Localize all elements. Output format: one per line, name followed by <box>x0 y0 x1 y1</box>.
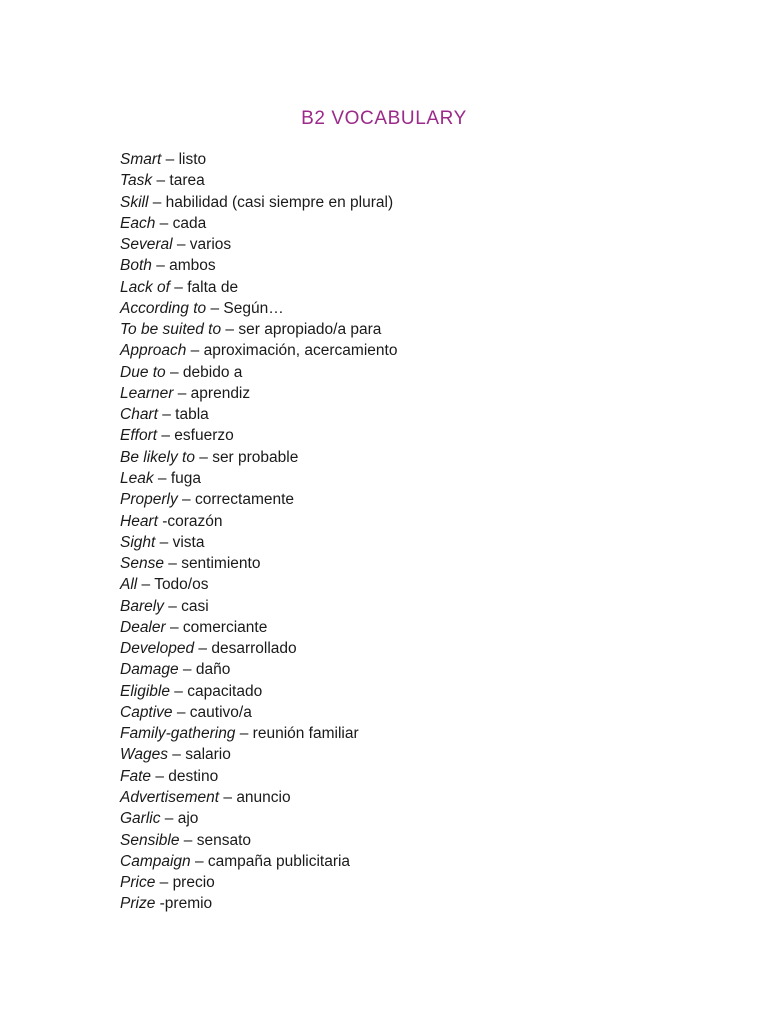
vocab-meaning: campaña publicitaria <box>207 852 351 870</box>
vocab-meaning: habilidad (casi siempre en plural) <box>165 193 394 211</box>
vocab-entry <box>120 425 397 446</box>
vocab-entry <box>120 213 397 234</box>
vocab-meaning: Según… <box>223 299 284 317</box>
vocab-term: Sense <box>120 555 164 573</box>
vocab-meaning: aproximación, acercamiento <box>203 342 398 360</box>
vocab-entry <box>120 319 397 340</box>
vocab-term: Fate <box>120 767 152 785</box>
vocab-entry <box>120 553 397 574</box>
vocab-entry <box>120 340 397 361</box>
vocab-meaning: falta de <box>187 278 239 296</box>
vocab-separator: - <box>155 895 165 913</box>
vocab-term: Sight <box>120 533 156 551</box>
vocab-term: Skill <box>120 193 149 211</box>
vocab-term: Wages <box>120 746 168 764</box>
vocab-entry <box>120 404 397 425</box>
vocab-meaning: desarrollado <box>211 640 297 658</box>
vocab-entry <box>120 596 397 617</box>
vocab-meaning: salario <box>185 746 231 764</box>
vocab-term: Family-gathering <box>120 725 236 743</box>
vocab-meaning: ajo <box>177 810 199 828</box>
vocab-entry <box>120 489 397 510</box>
vocab-separator: – <box>177 491 195 509</box>
vocab-separator: – <box>152 172 170 190</box>
vocab-meaning: correctamente <box>194 491 295 509</box>
vocab-entry <box>120 574 397 595</box>
vocab-term: All <box>120 576 138 594</box>
vocab-separator: – <box>148 193 166 211</box>
vocab-term: Learner <box>120 384 174 402</box>
vocab-entry <box>120 851 397 872</box>
vocab-term: Chart <box>120 406 158 424</box>
vocab-separator: – <box>165 618 183 636</box>
vocab-term: Damage <box>120 661 179 679</box>
vocab-meaning: daño <box>195 661 231 679</box>
vocab-entry <box>120 149 397 170</box>
vocab-meaning: comerciante <box>182 618 268 636</box>
vocab-separator: – <box>161 151 179 168</box>
vocab-entry <box>120 872 397 893</box>
vocabulary-list <box>120 149 397 915</box>
vocab-entry <box>120 766 397 787</box>
vocab-separator: – <box>173 384 191 402</box>
vocab-separator: – <box>137 576 155 594</box>
vocab-meaning: cada <box>172 214 207 232</box>
vocab-meaning: fuga <box>170 469 202 487</box>
vocab-separator: – <box>155 533 173 551</box>
vocab-term: Lack of <box>120 278 170 296</box>
vocab-separator: – <box>167 746 186 764</box>
vocab-separator: – <box>155 874 173 892</box>
vocab-term: Properly <box>120 491 178 509</box>
vocab-term: Garlic <box>120 810 161 828</box>
vocab-entry <box>120 447 397 468</box>
vocab-meaning: aprendiz <box>190 384 251 402</box>
vocab-term: According to <box>120 299 207 317</box>
vocab-separator: – <box>206 299 224 317</box>
vocab-meaning: casi <box>181 597 209 615</box>
vocab-term: Eligible <box>120 682 170 700</box>
vocab-separator: – <box>190 852 208 870</box>
vocab-separator: – <box>163 555 182 573</box>
vocab-entry <box>120 659 397 680</box>
vocab-separator: – <box>151 767 169 785</box>
vocab-entry <box>120 830 397 851</box>
vocab-meaning: destino <box>168 767 219 785</box>
vocab-entry <box>120 893 397 914</box>
vocab-entry <box>120 511 397 532</box>
vocab-meaning: reunión familiar <box>252 725 359 743</box>
vocab-term: Both <box>120 257 152 275</box>
vocab-entry <box>120 702 397 723</box>
vocab-term: Effort <box>120 427 158 445</box>
vocab-separator: - <box>157 512 168 530</box>
vocab-entry <box>120 723 397 744</box>
vocab-meaning: varios <box>189 236 232 254</box>
vocab-term: Dealer <box>120 618 166 636</box>
vocab-meaning: precio <box>172 874 215 892</box>
vocab-entry <box>120 383 397 404</box>
vocab-separator: – <box>151 257 170 275</box>
vocab-entry <box>120 170 397 191</box>
vocab-separator: – <box>155 214 173 232</box>
vocab-entry <box>120 638 397 659</box>
vocab-meaning: capacitado <box>187 682 263 700</box>
vocab-separator: – <box>179 831 197 849</box>
vocab-entry <box>120 617 397 638</box>
vocab-separator: – <box>169 278 188 296</box>
vocab-entry <box>120 787 397 808</box>
vocab-meaning: vista <box>172 533 205 551</box>
vocab-entry <box>120 532 397 553</box>
vocab-entry <box>120 192 397 213</box>
page-title: B2 VOCABULARY <box>301 108 467 129</box>
vocab-separator: – <box>194 640 212 658</box>
vocab-separator: – <box>157 406 176 424</box>
vocab-separator: – <box>163 597 182 615</box>
vocab-meaning: ambos <box>169 257 216 275</box>
vocab-separator: – <box>194 448 213 466</box>
vocab-meaning: premio <box>164 895 213 913</box>
vocab-term: Prize <box>120 895 156 913</box>
vocab-entry <box>120 298 397 319</box>
vocab-separator: – <box>172 703 190 721</box>
vocab-separator: – <box>219 788 237 806</box>
vocab-term: Price <box>120 874 156 892</box>
vocab-term: Each <box>120 214 156 232</box>
vocab-term: Leak <box>120 469 154 487</box>
vocab-term: Several <box>120 236 173 254</box>
vocab-term: Barely <box>120 597 164 615</box>
vocab-meaning: ser probable <box>212 448 299 466</box>
vocab-separator: – <box>160 810 178 828</box>
vocab-meaning: ser apropiado/a para <box>238 321 382 339</box>
vocab-term: To be suited to <box>120 321 222 339</box>
vocab-term: Smart <box>120 151 162 168</box>
vocab-meaning: sensato <box>196 831 251 849</box>
vocab-separator: – <box>235 725 253 743</box>
vocab-term: Be likely to <box>120 448 195 466</box>
vocab-entry <box>120 362 397 383</box>
vocab-meaning: listo <box>178 151 207 168</box>
vocab-term: Heart <box>120 512 158 530</box>
vocab-term: Approach <box>120 342 187 360</box>
vocab-entry <box>120 744 397 765</box>
vocab-entry <box>120 234 397 255</box>
vocab-separator: – <box>178 661 196 679</box>
vocab-term: Advertisement <box>120 788 220 806</box>
vocab-term: Captive <box>120 703 173 721</box>
vocab-entry <box>120 277 397 298</box>
vocab-meaning: debido a <box>182 363 243 381</box>
vocab-term: Sensible <box>120 831 180 849</box>
vocab-meaning: tabla <box>175 406 209 424</box>
vocab-separator: – <box>186 342 204 360</box>
vocab-meaning: anuncio <box>236 788 291 806</box>
vocab-separator: – <box>153 469 171 487</box>
vocab-entry <box>120 255 397 276</box>
vocab-separator: – <box>221 321 239 339</box>
vocab-term: Task <box>120 172 153 190</box>
vocab-separator: – <box>165 363 183 381</box>
vocab-separator: – <box>169 682 188 700</box>
vocab-separator: – <box>157 427 175 445</box>
vocab-meaning: sentimiento <box>181 555 261 573</box>
vocab-meaning: Todo/os <box>154 576 209 594</box>
vocab-separator: – <box>172 236 190 254</box>
vocab-term: Developed <box>120 640 195 658</box>
vocab-term: Due to <box>120 363 166 381</box>
vocab-entry <box>120 468 397 489</box>
vocab-term: Campaign <box>120 852 191 870</box>
vocab-meaning: esfuerzo <box>174 427 234 445</box>
vocab-meaning: tarea <box>169 172 205 190</box>
vocab-entry <box>120 681 397 702</box>
vocab-meaning: corazón <box>167 512 223 530</box>
vocab-entry <box>120 808 397 829</box>
vocab-meaning: cautivo/a <box>189 703 252 721</box>
